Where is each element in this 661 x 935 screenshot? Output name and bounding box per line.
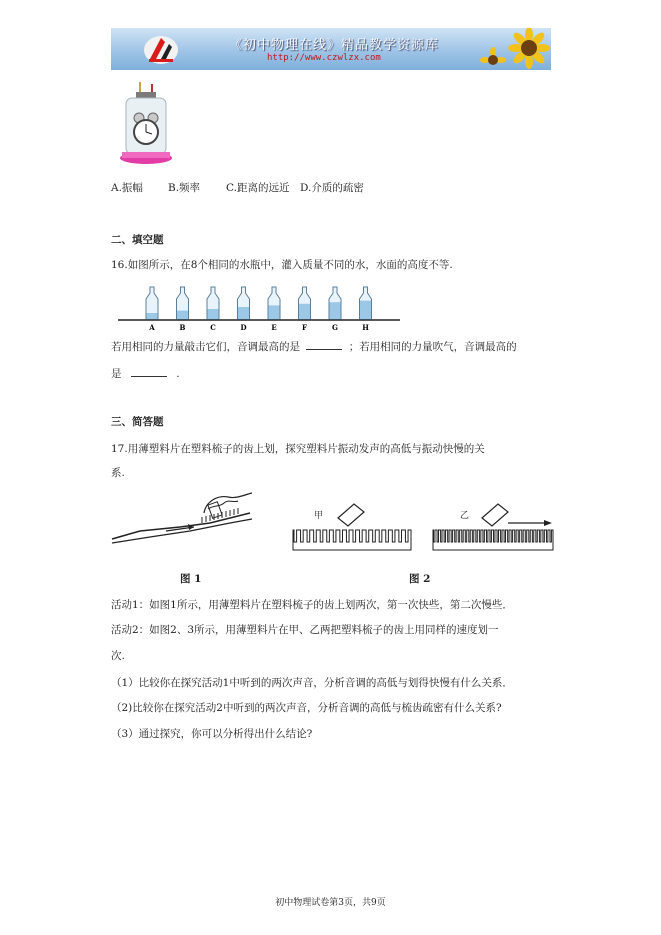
bottle-water-c — [208, 309, 219, 319]
option-b: B.频率 — [168, 182, 201, 194]
activity-2-line-1: 活动2：如图2、3所示，用薄塑料片在甲、乙两把塑料梳子的齿上用同样的速度划一 — [111, 624, 499, 636]
water-bottles-figure — [118, 278, 400, 334]
bottle-water-a — [147, 313, 158, 319]
plastic-card-jia — [338, 504, 364, 526]
question-17-stem-line-2: 系. — [111, 467, 125, 479]
bottle-label-f: F — [302, 323, 307, 332]
answer-blank-1[interactable] — [306, 338, 342, 350]
bottle-water-f — [299, 304, 310, 319]
question-17-stem-line-1: 17.用薄塑料片在塑料梳子的齿上划，探究塑料片振动发声的高低与振动快慢的关 — [111, 443, 485, 455]
bottle-water-h — [360, 301, 371, 319]
header-banner — [111, 28, 551, 70]
option-d: D.介质的疏密 — [300, 182, 364, 194]
bottle-label-c: C — [210, 323, 216, 332]
q16-line2-part2: . — [176, 368, 180, 380]
question-16-line-2 — [111, 365, 180, 381]
banner-url: http://www.czwlzx.com — [267, 53, 381, 63]
banner-title: 《初中物理在线》精品教学资源库 — [229, 38, 440, 53]
comb-jia-outline — [293, 530, 411, 550]
activity-1: 活动1：如图1所示，用薄塑料片在塑料梳子的齿上划两次，第一次快些，第二次慢些． — [111, 599, 513, 611]
q16-line1-part1: 若用相同的力量敲击它们，音调最高的是 — [111, 341, 300, 353]
option-a: A.振幅 — [111, 182, 143, 194]
plastic-card-yi — [482, 504, 508, 526]
figure-2-caption: 图 2 — [409, 573, 431, 585]
bottle-water-b — [177, 311, 188, 319]
sub-question-2: （2)比较你在探究活动2中听到的两次声音，分析音调的高低与梳齿疏密有什么关系? — [111, 702, 502, 714]
question-16-line-1 — [111, 338, 517, 354]
bottle-label-a: A — [149, 323, 155, 332]
bottle-water-e — [269, 305, 280, 319]
section-heading-fill-in: 二、填空题 — [111, 234, 164, 246]
bottle-label-h: H — [362, 323, 369, 332]
comb-label-yi: 乙 — [460, 511, 470, 521]
bottle-label-g: G — [332, 323, 338, 332]
question-16-stem: 16.如图所示，在8个相同的水瓶中，灌入质量不同的水，水面的高度不等. — [111, 259, 453, 271]
sunflower-icon — [479, 28, 551, 70]
section-heading-short-answer: 三、简答题 — [111, 416, 164, 428]
q16-line1-part2: ；若用相同的力量吹气，音调最高的 — [348, 341, 517, 353]
bottle-group — [146, 287, 372, 319]
comb-yi-outline — [433, 530, 553, 550]
figure-1-caption: 图 1 — [180, 573, 202, 585]
site-logo-icon — [141, 32, 181, 66]
sub-question-3: （3）通过探究，你可以分析得出什么结论? — [111, 728, 313, 740]
sub-question-1: （1）比较你在探究活动1中听到的两次声音，分析音调的高低与划得快慢有什么关系． — [111, 677, 513, 689]
figure-2-combs — [290, 500, 558, 556]
bell-jar-alarm-clock-image — [118, 80, 174, 166]
figure-1-hand-comb — [110, 487, 255, 547]
bottle-label-group — [148, 323, 369, 332]
bottle-water-d — [238, 307, 249, 319]
bottle-label-e: E — [271, 323, 277, 332]
comb-yi-teeth — [433, 530, 553, 550]
bottle-label-b: B — [179, 323, 186, 332]
arrow-head-icon — [544, 520, 552, 526]
answer-blank-2[interactable] — [131, 365, 167, 377]
activity-2-line-2: 次. — [111, 650, 125, 662]
q16-line2-part1: 是 — [111, 368, 122, 380]
comb-label-jia: 甲 — [314, 511, 324, 521]
bottle-water-g — [330, 302, 341, 319]
page-footer: 初中物理试卷第3页，共9页 — [275, 898, 386, 908]
comb-jia-teeth — [293, 530, 411, 550]
bottle-label-d: D — [240, 323, 247, 332]
option-c: C.距离的远近 — [226, 182, 290, 194]
